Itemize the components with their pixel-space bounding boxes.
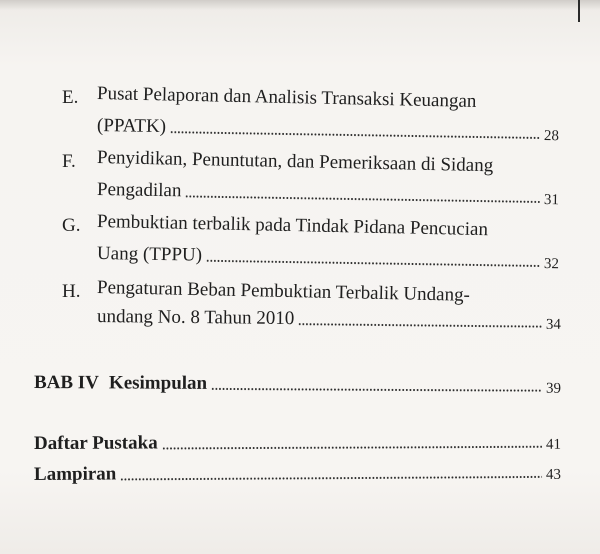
toc-backmatter-row (34, 460, 561, 487)
toc-page-number: 39 (545, 380, 562, 397)
chapter-title: Kesimpulan (108, 372, 208, 394)
toc-entry-title-line1: Pusat Pelaporan dan Analisis Transaksi Keuangan (96, 83, 477, 112)
toc-entry-line2-row (97, 178, 559, 209)
toc-page-number: 31 (543, 192, 560, 209)
toc-entry-letter: G. (62, 215, 81, 236)
toc-entry-title-line1: Pengaturan Beban Pembuktian Terbalik Undang- (96, 277, 471, 306)
toc-entry-title-line1: Pembuktian terbalik pada Tindak Pidana Pencucian (96, 211, 489, 241)
leader-dots (120, 476, 542, 481)
toc-entry-letter: E. (62, 87, 79, 108)
toc-page-number: 43 (545, 466, 562, 483)
toc-entry-title-line2: undang No. 8 Tahun 2010 (96, 306, 295, 330)
toc-entry-title-line2: (PPATK) (96, 115, 167, 138)
toc-page-number: 41 (545, 436, 562, 453)
toc-page-number: 32 (543, 256, 560, 273)
toc-entry-title-line1: Penyidikan, Penuntutan, dan Pemeriksaan di Sidang (96, 147, 494, 177)
toc-entry-title-line2: Pengadilan (96, 179, 182, 202)
backmatter-title: Lampiran (33, 463, 117, 485)
toc-page-number: 34 (545, 316, 562, 333)
leader-dots (211, 388, 542, 392)
toc-entry-letter: H. (62, 281, 81, 302)
toc-entry-line2-row (97, 305, 561, 334)
toc-entry-letter: F. (62, 151, 76, 172)
toc-entry-title-line2: Uang (TPPU) (96, 243, 203, 266)
leader-dots (170, 131, 540, 139)
toc-chapter-row (34, 371, 561, 398)
chapter-label: BAB IV (33, 372, 99, 394)
leader-dots (185, 195, 540, 203)
leader-dots (298, 323, 542, 328)
toc-entry-line2-row (97, 242, 559, 273)
toc-backmatter-row (34, 430, 561, 456)
toc-page-number: 28 (543, 128, 560, 145)
backmatter-title: Daftar Pustaka (33, 432, 158, 454)
leader-dots (206, 260, 540, 267)
toc-entry-line2-row (97, 114, 559, 145)
leader-dots (162, 446, 542, 450)
